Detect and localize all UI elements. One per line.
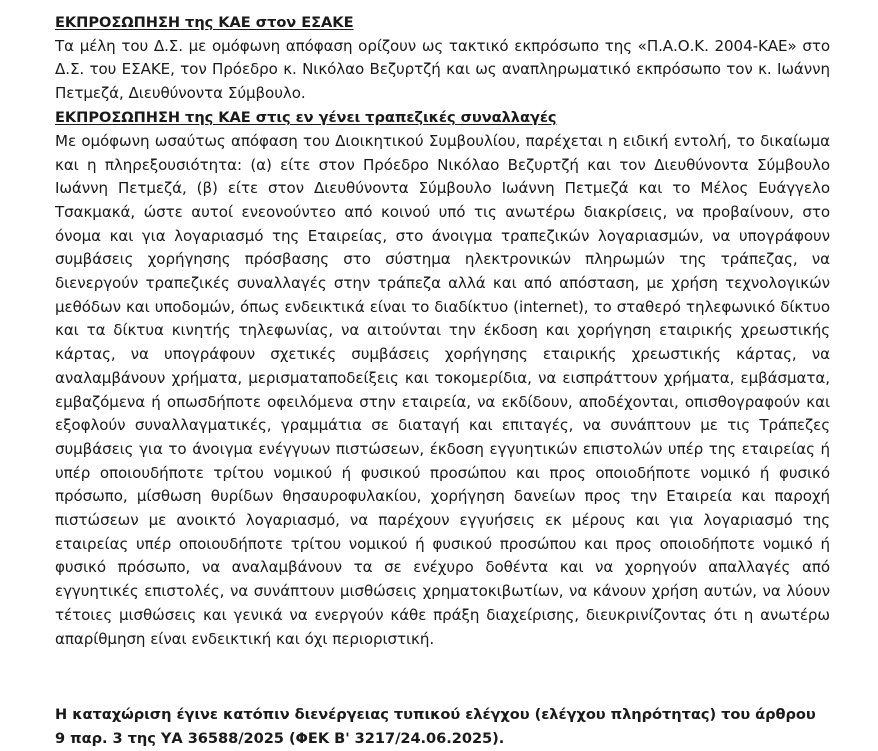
paragraph-esake-representation: Τα μέλη του Δ.Σ. με ομόφωνη απόφαση ορίζουν ως τακτικό εκπρόσωπο της «Π.Α.Ο.Κ. 2004-ΚΑΕ» στο Δ.Σ. του ΕΣΑΚΕ, τον Πρόεδρο κ. Νικόλαο Βεζυρτζή και ως αναπληρωματικό εκπρόσωπο τον κ. Ιωάννη Πετμεζά, Διευθύνοντα Σύμβουλο.	[55, 36, 830, 102]
document-body	[55, 11, 830, 751]
paragraph-registration-note: Η καταχώριση έγινε κατόπιν διενέργειας τυπικού ελέγχου (ελέγχου πληρότητας) του άρθρου 9 παρ. 3 της ΥΑ 36588/2025 (ΦΕΚ Β' 3217/24.06.2025).	[55, 706, 816, 748]
section-heading-banking: ΕΚΠΡΟΣΩΠΗΣΗ της ΚΑΕ στις εν γένει τραπεζικές συναλλαγές	[55, 109, 557, 127]
section-heading-esake: ΕΚΠΡΟΣΩΠΗΣΗ της ΚΑΕ στον ΕΣΑΚΕ	[55, 14, 354, 31]
paragraph-banking-authority: Με ομόφωνη ωσαύτως απόφαση του Διοικητικού Συμβουλίου, παρέχεται η ειδική εντολή, το δικαίωμα και η πληρεξουσιότητα: (α) είτε στον Πρόεδρο Νικόλαο Βεζυρτζή και τον Διευθύνοντα Σύμβουλο Ιωάννη Πετμεζά, (β) είτε στον Διευθύνοντα Σύμβουλο Ιωάννη Πετμεζά και το Μέλος Ευάγγελο Τσακμακά, ώστε αυτοί ενεονούντεο από κοινού υπό τις ανωτέρω διακρίσεις, να προβαίνουν, στο όνομα και για λογαριασμό της Εταιρείας, στο άνοιγμα τραπεζικών λογαριασμών, να υπογράφουν συμβάσεις χορήγησης πρόσβασης στο σύστημα ηλεκτρονικών πληρωμών της τράπεζας, να διενεργούν τραπεζικές συναλλαγές στην τράπεζα αλλά και από απόσταση, με χρήση τεχνολογικών μεθόδων και υποδομών, όπως ενδεικτικά είναι το διαδίκτυο (internet), το σταθερό τηλεφωνικό δίκτυο και τα δίκτυα κινητής τηλεφωνίας, να αιτούνται την έκδοση και χορήγηση εταιρικής χρεωστικής κάρτας, να υπογράφουν σχετικές συμβάσεις χορήγησης εταιρικής χρεωστικής κάρτας, να αναλαμβάνουν χρήματα, μερισματαποδείξεις και τοκομερίδια, να εισπράττουν χρήματα, εμβάσματα, εμβαζόμενα ή οπωσδήποτε οφειλόμενα στην εταιρεία, να εκδίδουν, αποδέχονται, οπισθογραφούν και εξοφλούν συναλλαγματικές, γραμμάτια σε διαταγή και επιταγές, να συνάπτουν με τις Τράπεζες συμβάσεις για το άνοιγμα ενέγγυων πιστώσεων, έκδοση εγγυητικών επιστολών υπέρ της εταιρείας ή υπέρ οποιουδήποτε τρίτου νομικού ή φυσικού προσώπου και προς οποιοδήποτε νομικό ή φυσικό πρόσωπο, μίσθωση θυρίδων θησαυροφυλακίου, χορήγηση δανείων προς την Εταιρεία και παροχή πιστώσεων με ανοικτό λογαριασμό, να παρέχουν εγγυήσεις εκ μέρους και για λογαριασμό της εταιρείας υπέρ οποιουδήποτε τρίτου νομικού ή φυσικού προσώπου και προς οποιοδήποτε νομικό ή φυσικό πρόσωπο, να αναλαμβάνουν τα σε ενέχυρο δοθέντα και να χορηγούν απαλλαγές από εγγυητικές επιστολές, να συνάπτουν μισθώσεις χρηματοκιβωτίων, να κάνουν χρήση αυτών, να λύουν τέτοιες μισθώσεις και γενικά να ενεργούν κάθε πράξη διαχείρισης, διευκρινίζοντας ότι η ανωτέρω απαρίθμηση είναι ενδεικτική και όχι περιοριστική.	[55, 131, 830, 648]
section-spacer	[55, 651, 830, 703]
